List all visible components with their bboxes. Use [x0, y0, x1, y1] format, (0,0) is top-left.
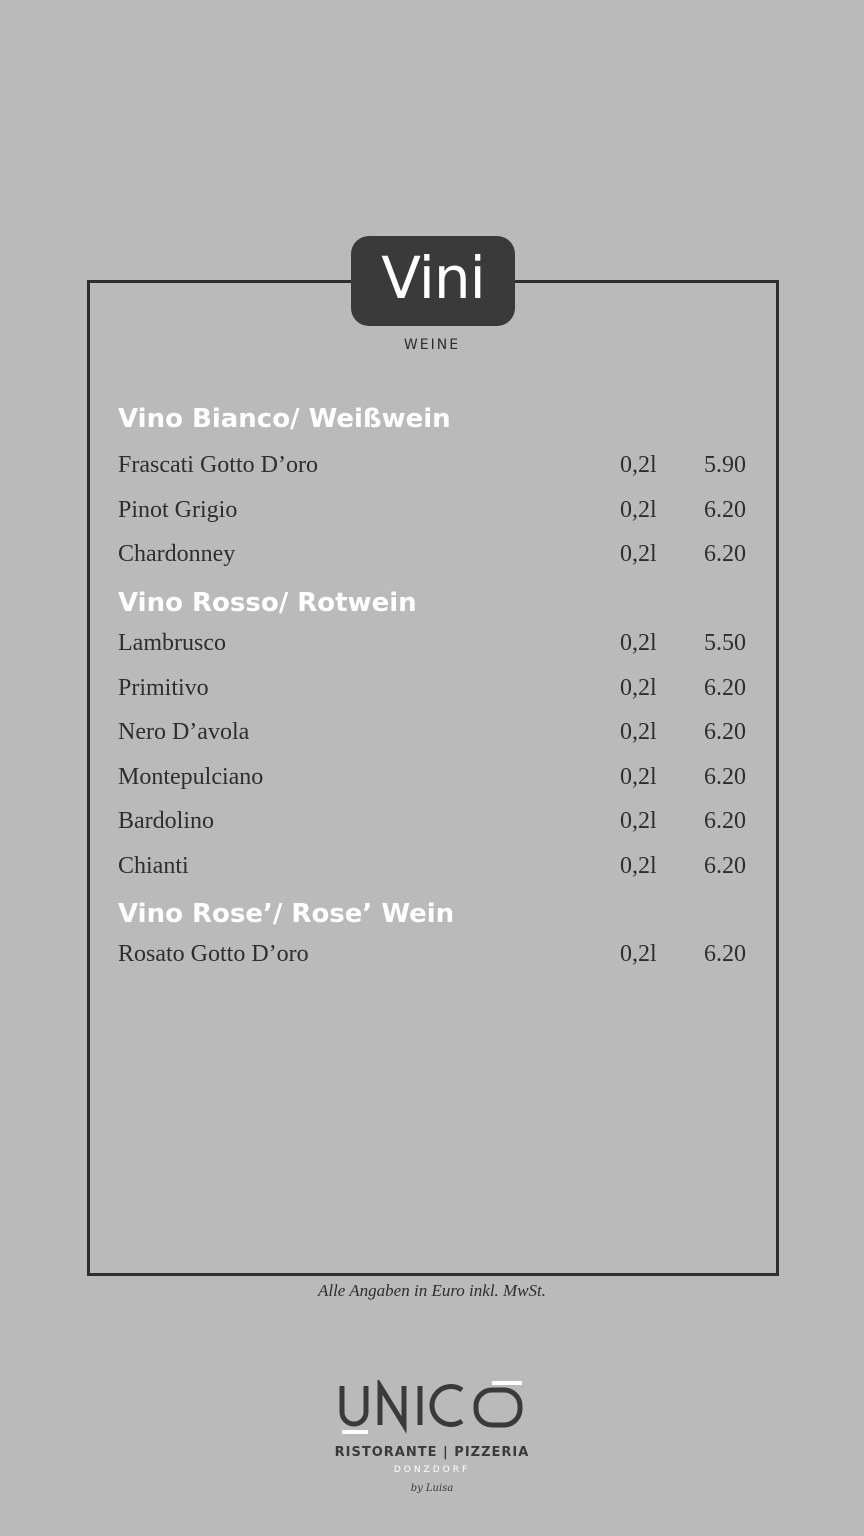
menu-item	[118, 497, 746, 529]
menu-item	[118, 675, 746, 707]
menu-item	[118, 452, 746, 484]
logo-wordmark	[342, 1381, 522, 1434]
section-heading-rose-wine: Vino Rose’/ Rose’ Wein	[118, 899, 455, 929]
item-name: Pinot Grigio	[118, 497, 238, 523]
item-volume: 0,2l	[620, 630, 657, 656]
item-name: Chianti	[118, 853, 189, 879]
page-subtitle: WEINE	[403, 337, 461, 353]
logo-tagline: RISTORANTE | PIZZERIA	[334, 1445, 530, 1460]
item-volume: 0,2l	[620, 541, 657, 567]
item-volume: 0,2l	[620, 941, 657, 967]
menu-item	[118, 541, 746, 573]
item-name: Frascati Gotto D’oro	[118, 452, 318, 478]
item-name: Lambrusco	[118, 630, 226, 656]
item-name: Chardonney	[118, 541, 236, 567]
page-title: Vini	[381, 244, 485, 312]
item-name: Montepulciano	[118, 764, 264, 790]
item-volume: 0,2l	[620, 808, 657, 834]
menu-item	[118, 853, 746, 885]
item-volume: 0,2l	[620, 452, 657, 478]
item-price: 6.20	[704, 808, 746, 834]
item-name: Primitivo	[118, 675, 209, 701]
item-price: 6.20	[704, 764, 746, 790]
logo-location: DONZDORF	[393, 1465, 471, 1475]
section-heading-red-wine: Vino Rosso/ Rotwein	[118, 588, 417, 618]
title-badge	[351, 236, 515, 326]
item-price: 6.20	[704, 719, 746, 745]
item-price: 5.90	[704, 452, 746, 478]
item-price: 5.50	[704, 630, 746, 656]
section-heading-white-wine: Vino Bianco/ Weißwein	[118, 404, 451, 434]
price-footnote: Alle Angaben in Euro inkl. MwSt.	[317, 1281, 547, 1300]
menu-item	[118, 808, 746, 840]
item-volume: 0,2l	[620, 764, 657, 790]
item-name: Rosato Gotto D’oro	[118, 941, 309, 967]
item-price: 6.20	[704, 541, 746, 567]
unico-logo	[332, 1380, 532, 1500]
item-price: 6.20	[704, 853, 746, 879]
menu-item	[118, 630, 746, 662]
item-price: 6.20	[704, 941, 746, 967]
item-volume: 0,2l	[620, 719, 657, 745]
item-volume: 0,2l	[620, 675, 657, 701]
item-name: Nero D’avola	[118, 719, 250, 745]
menu-item	[118, 719, 746, 751]
item-name: Bardolino	[118, 808, 214, 834]
item-volume: 0,2l	[620, 497, 657, 523]
item-price: 6.20	[704, 675, 746, 701]
item-price: 6.20	[704, 497, 746, 523]
menu-item	[118, 764, 746, 796]
logo-signature: by Luisa	[410, 1483, 454, 1494]
menu-item	[118, 941, 746, 973]
item-volume: 0,2l	[620, 853, 657, 879]
